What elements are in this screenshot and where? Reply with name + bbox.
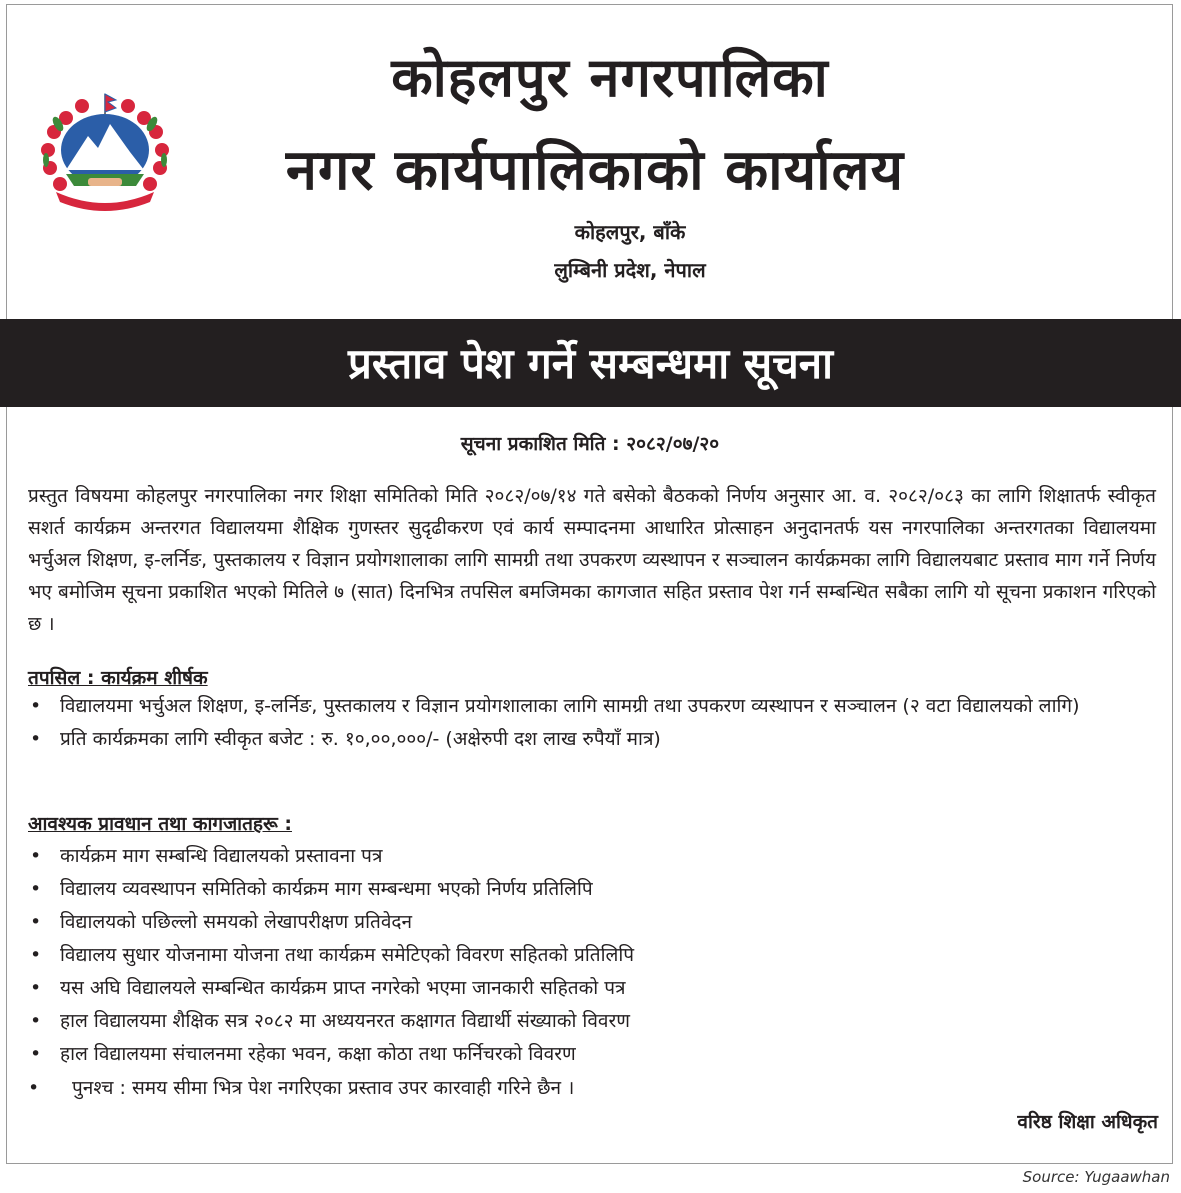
address-line-1: कोहलपुर, बाँके	[574, 220, 686, 244]
postscript-note	[28, 1074, 1156, 1100]
office-title: नगर कार्यपालिकाको कार्यालय	[285, 138, 905, 203]
source-credit: Source: Yugaawhan	[1022, 1168, 1170, 1186]
list-item: • प्रति कार्यक्रमका लागि स्वीकृत बजेट : रु. १०,००,०००/- (अक्षेरुपी दश लाख रुपैयाँ मात्र)	[28, 723, 1156, 756]
list-item: • विद्यालय व्यवस्थापन समितिको कार्यक्रम माग सम्बन्धमा भएको निर्णय प्रतिलिपि	[28, 873, 1156, 906]
postscript-text: पुनश्च : समय सीमा भित्र पेश नगरिएका प्रस्ताव उपर कारवाही गरिने छैन ।	[72, 1077, 575, 1099]
program-list	[28, 690, 1156, 756]
list-item: • विद्यालयको पछिल्लो समयको लेखापरीक्षण प्रतिवेदन	[28, 906, 1156, 939]
published-date: सूचना प्रकाशित मिति : २०८२/०७/२०	[460, 433, 720, 455]
intro-paragraph: प्रस्तुत विषयमा कोहलपुर नगरपालिका नगर शिक्षा समितिको मिति २०८२/०७/१४ गते बसेको बैठकको निर्णय अनुसार आ. व. २०८२/०८३ का लागि शिक्षातर्फ स्वीकृत सशर्त कार्यक्रम अन्तरगत विद्यालयमा शैक्षिक गुणस्तर सुदृढीकरण एवं कार्य सम्पादनमा आधारित प्रोत्साहन अनुदानतर्फ यस नगरपालिका अन्तरगतका विद्यालयमा भर्चुअल शिक्षण, इ-लर्निङ, पुस्तकालय र विज्ञान प्रयोगशालाका लागि सामग्री तथा उपकरण व्यस्थापन र सञ्चालन कार्यक्रमका लागि विद्यालयबाट प्रस्ताव माग गर्ने निर्णय भए बमोजिम सूचना प्रकाशित भएको मितिले ७ (सात) दिनभित्र तपसिल बमजिमका कागजात सहित प्रस्ताव पेश गर्न सम्बन्धित सबैका लागि यो सूचना प्रकाशन गरिएको छ ।	[28, 485, 1156, 635]
bullet-icon: •	[28, 1077, 40, 1099]
list-item: • विद्यालय सुधार योजनामा योजना तथा कार्यक्रम समेटिएको विवरण सहितको प्रतिलिपि	[28, 939, 1156, 972]
list-item: • विद्यालयमा भर्चुअल शिक्षण, इ-लर्निङ, पुस्तकालय र विज्ञान प्रयोगशालाका लागि सामग्री तथा उपकरण व्यस्थापन र सञ्चालन (२ वटा विद्यालयको लागि)	[28, 690, 1156, 723]
notice-banner-title: प्रस्ताव पेश गर्ने सम्बन्धमा सूचना	[348, 339, 833, 388]
section-heading-program: तपसिल : कार्यक्रम शीर्षक	[28, 667, 208, 689]
signatory-title: वरिष्ठ शिक्षा अधिकृत	[1017, 1111, 1158, 1133]
nepal-government-emblem-icon	[36, 92, 174, 214]
list-item: • यस अघि विद्यालयले सम्बन्धित कार्यक्रम प्राप्त नगरेको भएमा जानकारी सहितको पत्र	[28, 972, 1156, 1005]
list-item: • कार्यक्रम माग सम्बन्धि विद्यालयको प्रस्तावना पत्र	[28, 840, 1156, 873]
address-line-2: लुम्बिनी प्रदेश, नेपाल	[554, 258, 706, 282]
municipality-title: कोहलपुर नगरपालिका	[391, 46, 829, 109]
list-item: • हाल विद्यालयमा शैक्षिक सत्र २०८२ मा अध्ययनरत कक्षागत विद्यार्थी संख्याको विवरण	[28, 1005, 1156, 1038]
list-item: • हाल विद्यालयमा संचालनमा रहेका भवन, कक्षा कोठा तथा फर्निचरको विवरण	[28, 1038, 1156, 1071]
section-heading-documents: आवश्यक प्रावधान तथा कागजातहरू :	[28, 813, 292, 835]
documents-list	[28, 840, 1156, 1071]
